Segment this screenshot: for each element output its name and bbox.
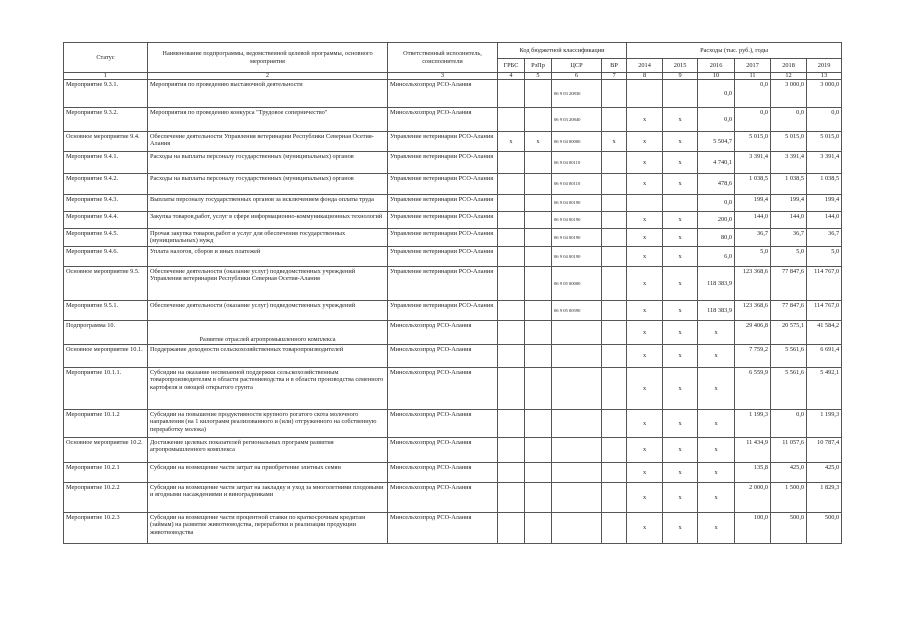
row-2016: 5 504,7	[698, 132, 735, 152]
row-name: Обеспечение деятельности (оказание услуг) подведомственных учреждений	[148, 301, 388, 321]
row-status: Основное мероприятие 10.2.	[64, 438, 148, 463]
header-year-2015: 2015	[663, 59, 698, 73]
row-csr	[552, 345, 602, 368]
column-number: 5	[525, 73, 552, 80]
row-2014: х	[627, 345, 663, 368]
budget-table	[63, 42, 842, 544]
row-2016: 80,0	[698, 229, 735, 247]
row-2018: 500,0	[771, 513, 807, 544]
row-2017: 100,0	[735, 513, 771, 544]
row-status: Основное мероприятие 9.5.	[64, 267, 148, 301]
row-status: Основное мероприятие 10.1.	[64, 345, 148, 368]
row-csr: 06 9 04 00190	[552, 195, 602, 212]
row-2014: х	[627, 513, 663, 544]
row-2019: 41 584,2	[807, 321, 842, 345]
row-name: Субсидии на возмещение части затрат на приобретение элитных семян	[148, 463, 388, 483]
row-2017: 123 368,6	[735, 301, 771, 321]
row-csr: 06 9 04 00000	[552, 132, 602, 152]
header-expenses: Расходы (тыс. руб.), годы	[627, 43, 842, 59]
row-rzpr	[525, 463, 552, 483]
row-csr	[552, 483, 602, 513]
column-number: 2	[148, 73, 388, 80]
row-2017: 5 015,0	[735, 132, 771, 152]
row-vr	[602, 513, 627, 544]
row-2014: х	[627, 212, 663, 229]
row-rzpr	[525, 513, 552, 544]
row-2016: 4 740,1	[698, 152, 735, 174]
row-2015: х	[663, 108, 698, 132]
row-executor: Минсельхозпрод РСО-Алания	[388, 410, 498, 438]
row-2019: 114 767,0	[807, 267, 842, 301]
row-2016: 0,0	[698, 195, 735, 212]
row-name: Развитие отраслей агропромышленного комплекса	[148, 321, 388, 345]
row-2014	[627, 80, 663, 108]
row-2017: 135,8	[735, 463, 771, 483]
column-number: 7	[602, 73, 627, 80]
row-grbs	[498, 267, 525, 301]
row-vr: х	[602, 132, 627, 152]
row-2015: х	[663, 345, 698, 368]
column-number: 10	[698, 73, 735, 80]
row-vr	[602, 267, 627, 301]
row-2017: 2 000,0	[735, 483, 771, 513]
row-executor: Управление ветеринарии РСО-Алания	[388, 132, 498, 152]
row-name: Обеспечение деятельности Управления ветеринарии Республики Северная Осетия-Алания	[148, 132, 388, 152]
row-2018: 5 561,6	[771, 368, 807, 410]
row-2016: 6,0	[698, 247, 735, 267]
row-csr: 06 9 04 00110	[552, 152, 602, 174]
row-2014: х	[627, 152, 663, 174]
column-number: 1	[64, 73, 148, 80]
header-year-2014: 2014	[627, 59, 663, 73]
row-vr	[602, 410, 627, 438]
row-2019: 10 787,4	[807, 438, 842, 463]
row-csr	[552, 321, 602, 345]
row-status: Мероприятие 9.4.1.	[64, 152, 148, 174]
row-2015	[663, 80, 698, 108]
row-csr	[552, 463, 602, 483]
row-2019: 500,0	[807, 513, 842, 544]
column-number: 8	[627, 73, 663, 80]
row-2014: х	[627, 247, 663, 267]
table-row	[64, 410, 842, 438]
row-2016: 0,0	[698, 80, 735, 108]
row-2019: 1 038,5	[807, 174, 842, 195]
row-vr	[602, 108, 627, 132]
row-2016: х	[698, 345, 735, 368]
header-year-2019: 2019	[807, 59, 842, 73]
header-year-2017: 2017	[735, 59, 771, 73]
row-2015: х	[663, 301, 698, 321]
table-row	[64, 368, 842, 410]
row-2019: 425,0	[807, 463, 842, 483]
row-2018: 36,7	[771, 229, 807, 247]
row-2019: 5,0	[807, 247, 842, 267]
row-2015: х	[663, 267, 698, 301]
table-row	[64, 212, 842, 229]
row-grbs	[498, 483, 525, 513]
row-status: Мероприятие 9.4.2.	[64, 174, 148, 195]
row-2015: х	[663, 174, 698, 195]
row-2014: х	[627, 108, 663, 132]
row-2017: 1 038,5	[735, 174, 771, 195]
header-executor: Ответственный исполнитель, соисполнители	[388, 43, 498, 73]
row-2018: 1 038,5	[771, 174, 807, 195]
table-row	[64, 108, 842, 132]
row-2015: х	[663, 132, 698, 152]
row-rzpr	[525, 152, 552, 174]
row-2016: х	[698, 438, 735, 463]
row-2014: х	[627, 229, 663, 247]
row-2014: х	[627, 301, 663, 321]
row-executor: Минсельхозпрод РСО-Алания	[388, 345, 498, 368]
row-status: Основное мероприятие 9.4.	[64, 132, 148, 152]
row-grbs	[498, 368, 525, 410]
row-2014: х	[627, 483, 663, 513]
row-rzpr	[525, 212, 552, 229]
row-vr	[602, 438, 627, 463]
row-2019: 199,4	[807, 195, 842, 212]
row-name: Закупка товаров,работ, услуг в сфере информационно-коммуникационных технологий	[148, 212, 388, 229]
row-grbs	[498, 301, 525, 321]
row-2016: 118 383,9	[698, 301, 735, 321]
row-vr	[602, 229, 627, 247]
row-2017: 0,0	[735, 108, 771, 132]
row-rzpr	[525, 438, 552, 463]
row-2019: 144,0	[807, 212, 842, 229]
row-rzpr	[525, 108, 552, 132]
row-2018: 77 847,6	[771, 301, 807, 321]
header-code-grbs: ГРБС	[498, 59, 525, 73]
row-2014: х	[627, 132, 663, 152]
row-2019: 114 767,0	[807, 301, 842, 321]
row-2015: х	[663, 463, 698, 483]
row-name: Субсидии на повышение продуктивности крупного рогатого скота молочного направления (на 1 килограмм реализованного и (или) отгруженного на собственную переработку молока)	[148, 410, 388, 438]
row-2016: х	[698, 321, 735, 345]
row-2014: х	[627, 174, 663, 195]
column-number: 3	[388, 73, 498, 80]
row-2018: 1 500,0	[771, 483, 807, 513]
table-row	[64, 229, 842, 247]
row-status: Мероприятие 10.2.2	[64, 483, 148, 513]
row-grbs	[498, 174, 525, 195]
row-2016: 118 383,9	[698, 267, 735, 301]
row-status: Мероприятие 9.4.5.	[64, 229, 148, 247]
row-executor: Минсельхозпрод РСО-Алания	[388, 438, 498, 463]
row-2014: х	[627, 267, 663, 301]
row-2015: х	[663, 483, 698, 513]
row-2019: 1 829,3	[807, 483, 842, 513]
row-2018: 5 015,0	[771, 132, 807, 152]
row-status: Мероприятие 10.1.1.	[64, 368, 148, 410]
row-grbs	[498, 513, 525, 544]
row-name: Мероприятия по проведению выставочной деятельности	[148, 80, 388, 108]
row-2018: 0,0	[771, 410, 807, 438]
row-executor: Минсельхозпрод РСО-Алания	[388, 513, 498, 544]
row-2017: 144,0	[735, 212, 771, 229]
row-vr	[602, 212, 627, 229]
row-executor: Управление ветеринарии РСО-Алания	[388, 267, 498, 301]
header-status: Статус	[64, 43, 148, 73]
row-name: Выплаты персоналу государственных органов за исключением фонда оплаты труда	[148, 195, 388, 212]
row-executor: Минсельхозпрод РСО-Алания	[388, 80, 498, 108]
row-name: Поддержание доходности сельскохозяйственных товаропроизводителей	[148, 345, 388, 368]
row-rzpr	[525, 247, 552, 267]
row-2016: х	[698, 463, 735, 483]
row-csr: 06 9 03 20840	[552, 108, 602, 132]
row-2019: 3 000,0	[807, 80, 842, 108]
row-vr	[602, 80, 627, 108]
table-row	[64, 80, 842, 108]
row-2017: 5,0	[735, 247, 771, 267]
row-executor: Минсельхозпрод РСО-Алания	[388, 108, 498, 132]
row-2019: 5 015,0	[807, 132, 842, 152]
row-2019: 6 691,4	[807, 345, 842, 368]
header-year-2018: 2018	[771, 59, 807, 73]
row-2017: 199,4	[735, 195, 771, 212]
row-2016: х	[698, 368, 735, 410]
row-executor: Управление ветеринарии РСО-Алания	[388, 174, 498, 195]
row-rzpr	[525, 174, 552, 195]
row-csr	[552, 513, 602, 544]
row-2017: 29 406,8	[735, 321, 771, 345]
row-2015: х	[663, 152, 698, 174]
row-2014: х	[627, 438, 663, 463]
row-vr	[602, 152, 627, 174]
row-executor: Управление ветеринарии РСО-Алания	[388, 212, 498, 229]
row-status: Мероприятие 10.2.1	[64, 463, 148, 483]
table-row	[64, 513, 842, 544]
row-rzpr	[525, 267, 552, 301]
row-executor: Управление ветеринарии РСО-Алания	[388, 301, 498, 321]
table-row	[64, 132, 842, 152]
row-2016: 478,6	[698, 174, 735, 195]
row-2014: х	[627, 368, 663, 410]
row-vr	[602, 483, 627, 513]
column-number: 4	[498, 73, 525, 80]
row-grbs	[498, 212, 525, 229]
table-row	[64, 438, 842, 463]
row-executor: Управление ветеринарии РСО-Алания	[388, 195, 498, 212]
row-rzpr	[525, 410, 552, 438]
row-status: Мероприятие 9.5.1.	[64, 301, 148, 321]
row-grbs	[498, 247, 525, 267]
row-grbs	[498, 108, 525, 132]
column-number: 6	[552, 73, 602, 80]
row-name: Субсидии на возмещение части процентной ставки по краткосрочным кредитам (займам) на развитие животноводства, переработки и реализации продукции животноводства	[148, 513, 388, 544]
row-2018: 5,0	[771, 247, 807, 267]
column-number: 13	[807, 73, 842, 80]
row-2018: 199,4	[771, 195, 807, 212]
row-csr: 06 9 05 00000	[552, 267, 602, 301]
row-csr: 06 9 04 00190	[552, 247, 602, 267]
row-2017: 0,0	[735, 80, 771, 108]
row-2014: х	[627, 463, 663, 483]
row-2016: 200,0	[698, 212, 735, 229]
column-number: 9	[663, 73, 698, 80]
row-rzpr	[525, 483, 552, 513]
row-vr	[602, 301, 627, 321]
row-grbs	[498, 345, 525, 368]
row-2015: х	[663, 513, 698, 544]
row-grbs	[498, 463, 525, 483]
header-code-rzpr: РзПр	[525, 59, 552, 73]
row-2017: 11 434,9	[735, 438, 771, 463]
row-status: Мероприятие 9.4.6.	[64, 247, 148, 267]
row-2016: х	[698, 410, 735, 438]
row-name: Достижение целевых показателей региональных программ развития агропромышленного комплекса	[148, 438, 388, 463]
row-2018: 77 847,6	[771, 267, 807, 301]
row-status: Подпрограмма 10.	[64, 321, 148, 345]
row-rzpr	[525, 345, 552, 368]
row-vr	[602, 321, 627, 345]
row-csr	[552, 410, 602, 438]
row-2017: 36,7	[735, 229, 771, 247]
row-2017: 3 391,4	[735, 152, 771, 174]
row-2014: х	[627, 321, 663, 345]
row-2014: х	[627, 410, 663, 438]
row-executor: Управление ветеринарии РСО-Алания	[388, 152, 498, 174]
row-csr: 06 9 04 00110	[552, 174, 602, 195]
row-grbs	[498, 321, 525, 345]
row-status: Мероприятие 9.3.1.	[64, 80, 148, 108]
row-2019: 36,7	[807, 229, 842, 247]
row-rzpr	[525, 368, 552, 410]
row-rzpr	[525, 321, 552, 345]
column-number: 12	[771, 73, 807, 80]
row-2015: х	[663, 247, 698, 267]
row-rzpr	[525, 80, 552, 108]
row-name: Субсидии на возмещение части затрат на закладку и уход за многолетними плодовыми и ягодными насаждениями и виноградниками	[148, 483, 388, 513]
row-grbs	[498, 195, 525, 212]
row-2017: 6 559,9	[735, 368, 771, 410]
table-row	[64, 247, 842, 267]
row-rzpr	[525, 229, 552, 247]
row-grbs: х	[498, 132, 525, 152]
row-2018: 0,0	[771, 108, 807, 132]
row-2015: х	[663, 212, 698, 229]
row-rzpr: х	[525, 132, 552, 152]
row-2015: х	[663, 321, 698, 345]
table-row	[64, 483, 842, 513]
row-name: Обеспечение деятельности (оказание услуг) подведомственных учреждений Управления ветеринарии Республики Северная Осетия-Алания	[148, 267, 388, 301]
row-status: Мероприятие 9.4.4.	[64, 212, 148, 229]
row-vr	[602, 247, 627, 267]
header-code-vr: ВР	[602, 59, 627, 73]
row-grbs	[498, 152, 525, 174]
table-row	[64, 152, 842, 174]
row-2016: х	[698, 513, 735, 544]
row-2015	[663, 195, 698, 212]
row-vr	[602, 345, 627, 368]
row-2019: 1 199,3	[807, 410, 842, 438]
budget-table-page	[63, 42, 841, 544]
row-2017: 7 759,2	[735, 345, 771, 368]
row-executor: Минсельхозпрод РСО-Алания	[388, 321, 498, 345]
row-executor: Минсельхозпрод РСО-Алания	[388, 463, 498, 483]
row-name: Мероприятия по проведению конкурса "Трудовое соперничество"	[148, 108, 388, 132]
row-2015: х	[663, 438, 698, 463]
row-2018: 3 391,4	[771, 152, 807, 174]
row-name: Прочая закупка товаров,работ и услуг для обеспечения государственных (муниципальных) нужд	[148, 229, 388, 247]
table-row	[64, 267, 842, 301]
row-vr	[602, 174, 627, 195]
row-rzpr	[525, 195, 552, 212]
row-2016: 0,0	[698, 108, 735, 132]
row-executor: Минсельхозпрод РСО-Алания	[388, 483, 498, 513]
table-row	[64, 301, 842, 321]
row-csr: 06 9 04 00190	[552, 212, 602, 229]
table-row	[64, 463, 842, 483]
row-grbs	[498, 80, 525, 108]
row-2018: 144,0	[771, 212, 807, 229]
row-csr: 06 9 04 00190	[552, 229, 602, 247]
row-rzpr	[525, 301, 552, 321]
row-2015: х	[663, 229, 698, 247]
table-row	[64, 321, 842, 345]
row-vr	[602, 368, 627, 410]
row-2018: 20 575,1	[771, 321, 807, 345]
row-executor: Управление ветеринарии РСО-Алания	[388, 229, 498, 247]
row-csr	[552, 438, 602, 463]
header-year-2016: 2016	[698, 59, 735, 73]
table-row	[64, 345, 842, 368]
row-2019: 0,0	[807, 108, 842, 132]
row-2019: 5 492,1	[807, 368, 842, 410]
row-name: Субсидии на оказание несвязанной поддержки сельскохозяйственным товаропроизводителям в области растениеводства и в области производства семенного картофеля и овощей открытого грунта	[148, 368, 388, 410]
table-row	[64, 174, 842, 195]
header-name: Наименование подпрограммы, ведомственной целевой программы, основного мероприятия	[148, 43, 388, 73]
row-2017: 1 199,3	[735, 410, 771, 438]
row-2016: х	[698, 483, 735, 513]
row-2014	[627, 195, 663, 212]
row-name: Расходы на выплаты персоналу государственных (муниципальных) органов	[148, 174, 388, 195]
header-code-csr: ЦСР	[552, 59, 602, 73]
row-grbs	[498, 438, 525, 463]
header-budget-class: Код бюджетной классификации	[498, 43, 627, 59]
row-vr	[602, 463, 627, 483]
row-grbs	[498, 229, 525, 247]
row-status: Мероприятие 10.2.3	[64, 513, 148, 544]
row-csr: 06 9 05 00590	[552, 301, 602, 321]
row-vr	[602, 195, 627, 212]
row-2017: 123 368,6	[735, 267, 771, 301]
column-number: 11	[735, 73, 771, 80]
row-status: Мероприятие 10.1.2	[64, 410, 148, 438]
table-row	[64, 195, 842, 212]
row-csr: 06 9 03 20830	[552, 80, 602, 108]
row-executor: Минсельхозпрод РСО-Алания	[388, 368, 498, 410]
row-2015: х	[663, 368, 698, 410]
row-2015: х	[663, 410, 698, 438]
row-csr	[552, 368, 602, 410]
row-name: Расходы на выплаты персоналу государственных (муниципальных) органов	[148, 152, 388, 174]
row-2018: 11 057,6	[771, 438, 807, 463]
row-2019: 3 391,4	[807, 152, 842, 174]
row-status: Мероприятие 9.4.3.	[64, 195, 148, 212]
row-2018: 425,0	[771, 463, 807, 483]
row-2018: 3 000,0	[771, 80, 807, 108]
row-status: Мероприятие 9.3.2.	[64, 108, 148, 132]
row-grbs	[498, 410, 525, 438]
row-name: Уплата налогов, сборов и иных платежей	[148, 247, 388, 267]
row-2018: 5 561,6	[771, 345, 807, 368]
row-executor: Управление ветеринарии РСО-Алания	[388, 247, 498, 267]
